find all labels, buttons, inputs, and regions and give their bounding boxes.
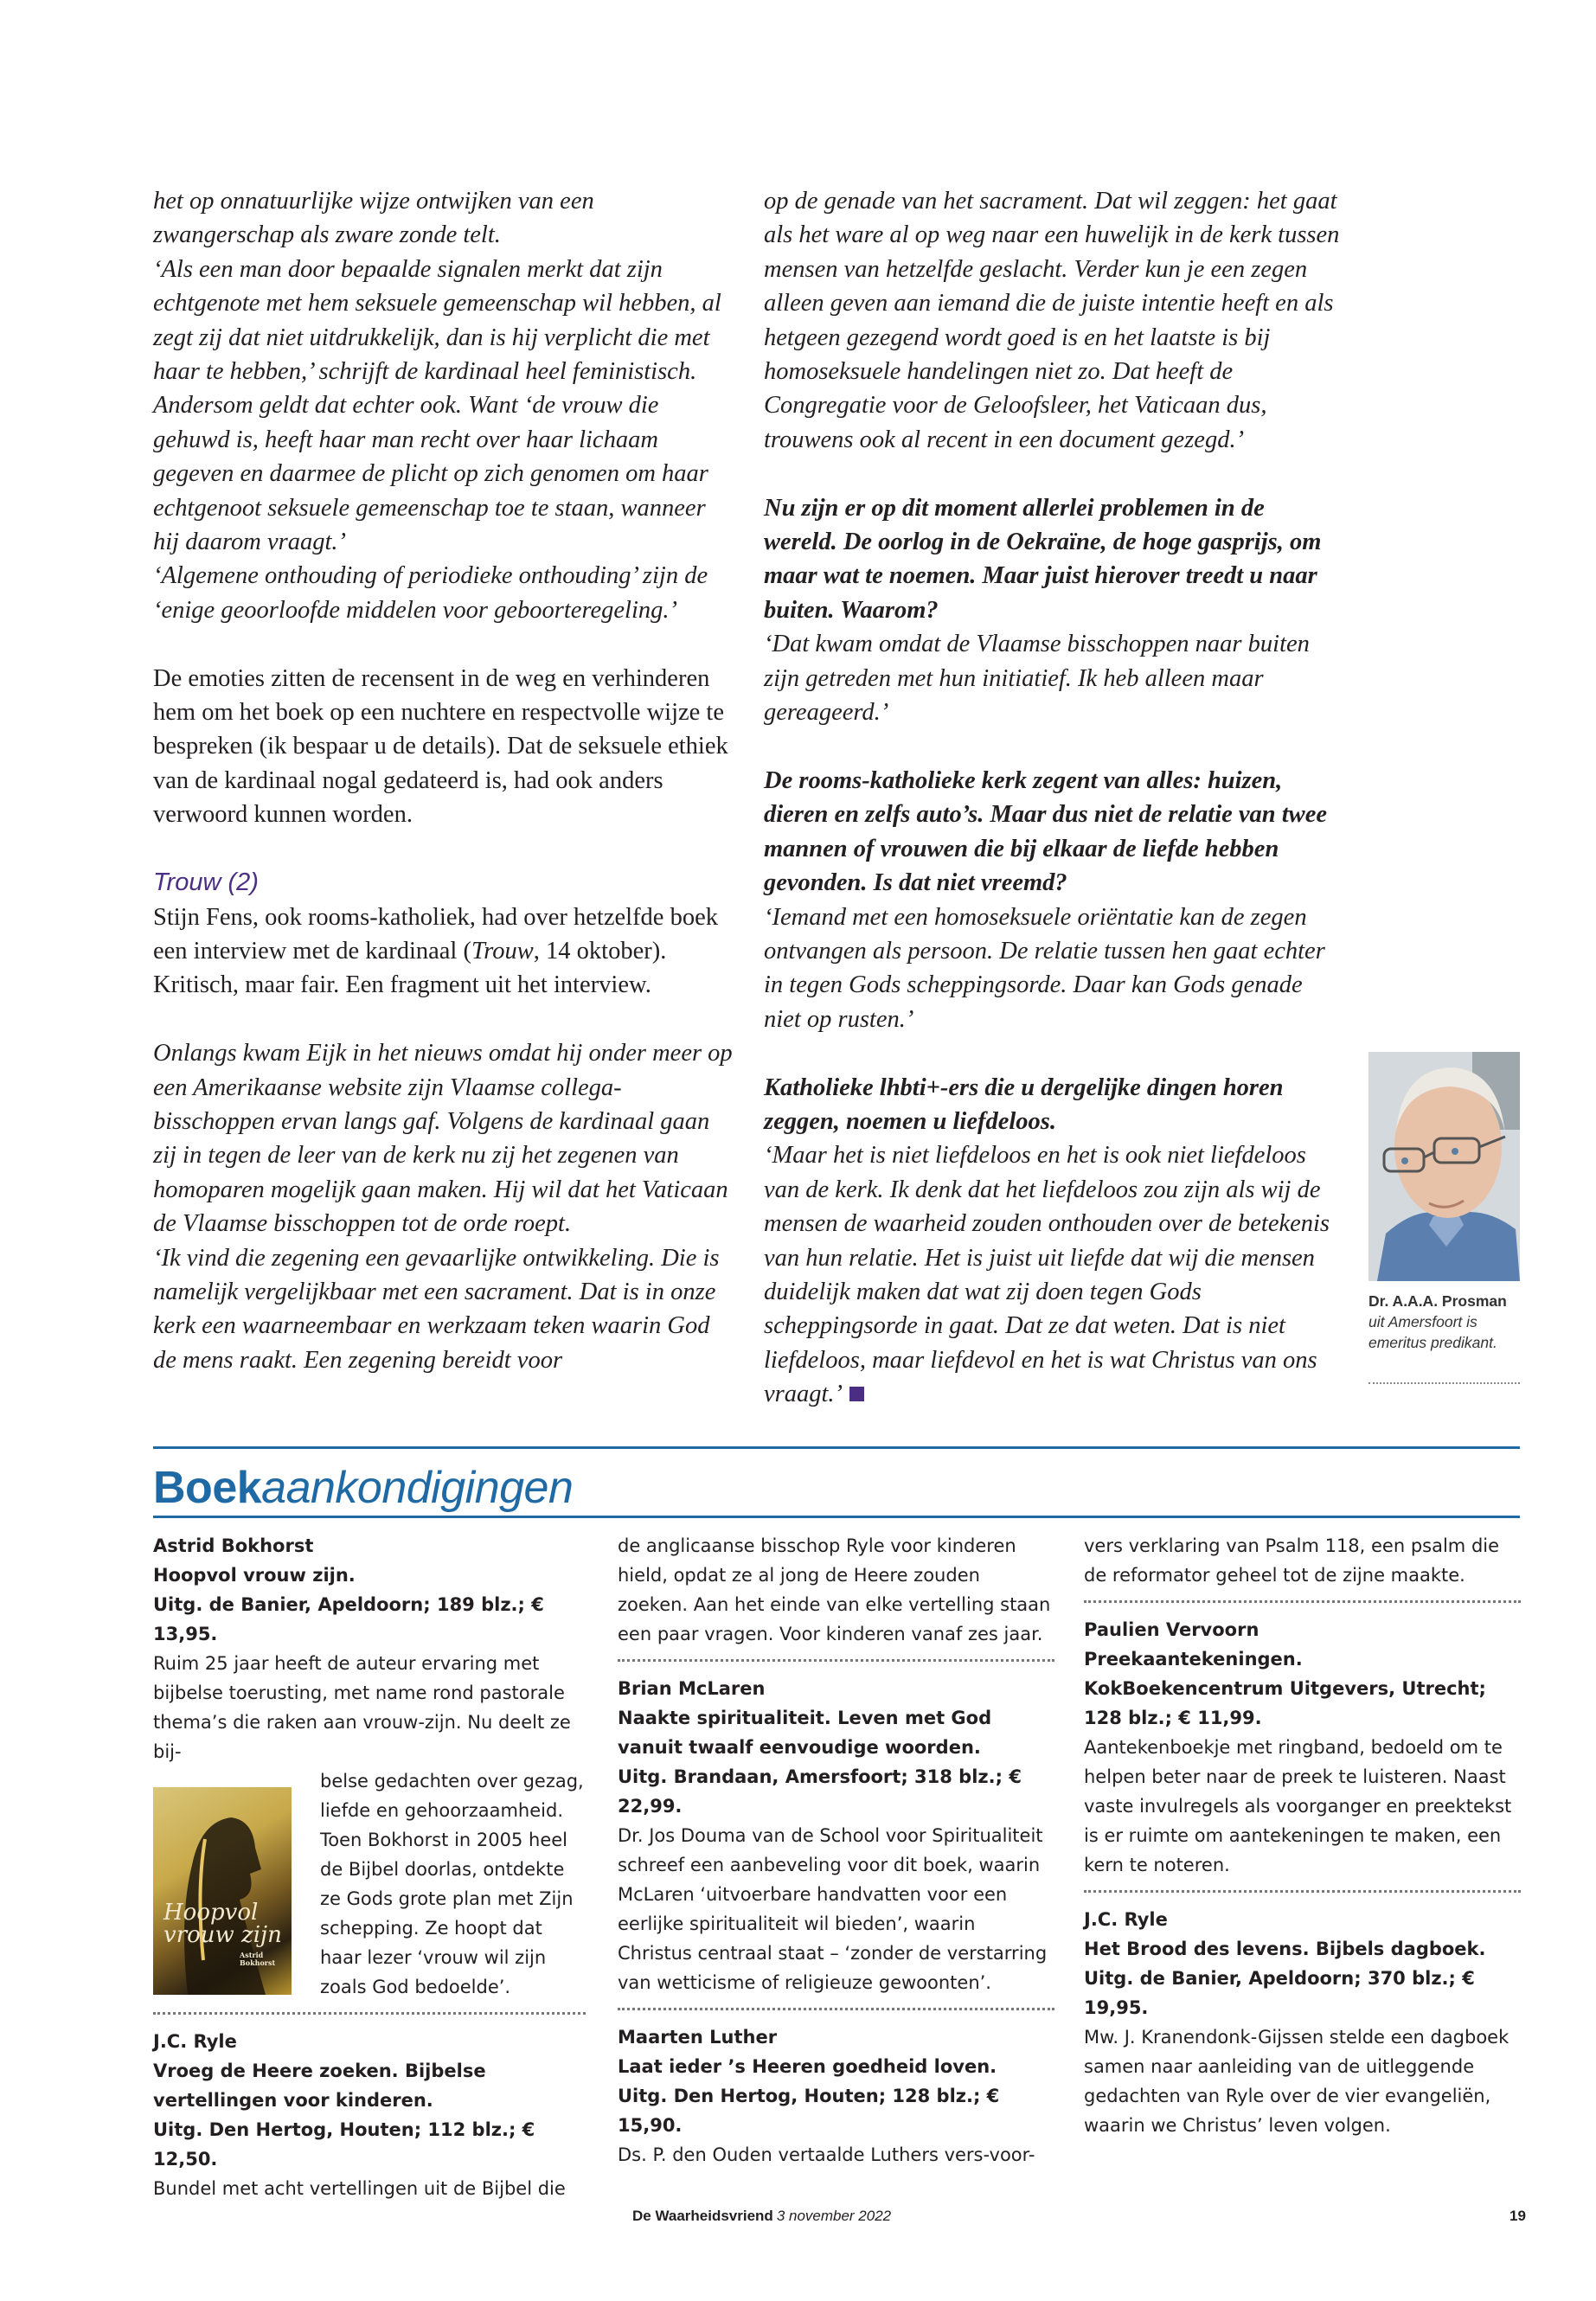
section-top-rule [153, 1446, 1520, 1449]
book-description: Ds. P. den Ouden vertaalde Luthers vers-voor- [618, 2144, 1035, 2165]
article-column-2 [764, 184, 1343, 1412]
page-footer [632, 2208, 891, 2225]
book-title: Vroeg de Heere zoeken. Bijbelse vertellingen voor kinderen. [153, 2061, 486, 2111]
interview-question: Katholieke lhbti+-ers die u dergelijke dingen horen zeggen, noemen u liefdeloos. [764, 1074, 1284, 1135]
book-announcement [153, 2027, 586, 2203]
article-subheading: Trouw (2) [153, 868, 259, 897]
book-announcement [618, 1674, 1054, 1997]
book-title: Naakte spiritualiteit. Leven met God vanuit twaalf eenvoudige woorden. [618, 1708, 992, 1758]
book-author: Paulien Vervoorn [1084, 1619, 1259, 1640]
book-publisher: KokBoekencentrum Uitgevers, Utrecht; [1084, 1678, 1486, 1699]
book-title: Het Brood des levens. Bijbels dagboek. [1084, 1939, 1486, 1959]
issue-date: 3 november 2022 [776, 2208, 892, 2224]
book-cover-image [153, 1787, 292, 1995]
dotted-divider [1084, 1890, 1521, 1893]
article-column-1 [153, 184, 733, 1377]
dotted-divider [618, 2008, 1054, 2010]
cover-title: Hoopvol vrouw zijn [163, 1900, 282, 1948]
interview-answer: ‘Dat kwam omdat de Vlaamse bisschoppen naar buiten zijn getreden met hun initiatief. Ik heb alleen maar gereageerd.’ [764, 631, 1310, 727]
book-description: de anglicaanse bisschop Ryle voor kinderen hield, opdat ze al jong de Heere zouden zoeken. Aan het einde van elke vertelling staan een paar vragen. Voor kinderen vanaf zes jaar. [618, 1535, 1051, 1644]
author-photo [1368, 1052, 1520, 1281]
end-of-article-square-icon [849, 1387, 864, 1401]
article-paragraph: Stijn Fens, ook rooms-katholiek, had over hetzelfde boek een interview met de kardinaal (Trouw, 14 oktober). Kritisch, maar fair. Een fragment uit het interview. [153, 903, 718, 999]
newspaper-name: Trouw [471, 937, 534, 965]
author-role: uit Amersfoort is emeritus predikant. [1368, 1313, 1497, 1351]
book-description: Dr. Jos Douma van de School voor Spiritualiteit schreef een aanbeveling voor dit boek, waarin McLaren ‘uitvoerbare handvatten voor een eerlijke spiritualiteit wil bieden’, waarin Christus centraal staat – ‘zonder de verstarring van wetticisme of religieuze gewoonten’. [618, 1825, 1048, 1993]
book-author: Brian McLaren [618, 1678, 766, 1699]
book-author: J.C. Ryle [153, 2031, 237, 2052]
interview-answer: ‘Maar het is niet liefdeloos en het is ook niet liefdeloos van de kerk. Ik denk dat het liefdeloos zou zijn als wij de mensen de waarheid zouden onthouden over de betekenis van hun relatie. Het is juist uit liefde dat wij die mensen duidelijk maken dat wat zij doen tegen Gods scheppingsorde in gaat. Dat ze dat weten. Dat is niet liefdeloos, maar liefdevol en het is wat Christus van ons vraagt.’ [764, 1142, 1330, 1408]
article-paragraph: het op onnatuurlijke wijze ontwijken van een zwangerschap als zware zonde telt. [153, 188, 594, 249]
book-description: vers verklaring van Psalm 118, een psalm die de reformator geheel tot de zijne maakte. [1084, 1535, 1500, 1586]
book-title: Preekaantekeningen. [1084, 1649, 1303, 1670]
interview-question: De rooms-katholieke kerk zegent van alles: huizen, dieren en zelfs auto’s. Maar dus niet de relatie van twee mannen of vrouwen die bij elkaar de liefde hebben gevonden. Is dat niet vreemd? [764, 766, 1327, 897]
announcements-column-2 [618, 1531, 1054, 2170]
publication-name: De Waarheidsvriend [632, 2208, 773, 2224]
book-announcement [1084, 1905, 1521, 2140]
page-number: 19 [1509, 2208, 1526, 2224]
caption-divider [1368, 1382, 1520, 1384]
book-title: Laat ieder ’s Heeren goedheid loven. [618, 2056, 997, 2077]
book-announcement [618, 2022, 1054, 2170]
article-quote: ‘Als een man door bepaalde signalen merkt dat zijn echtgenote met hem seksuele gemeenschap wil hebben, al zegt zij dat niet uitdrukkelijk, dan is hij verplicht die met haar te hebben,’ schrijft de kardinaal heel feministisch. Andersom geldt dat echter ook. Want ‘de vrouw die gehuwd is, heeft haar man recht over haar lichaam gegeven en daarmee de plicht op zich genomen om haar echtgenoot seksuele gemeenschap toe te staan, wanneer hij daarom vraagt.’ [153, 255, 721, 556]
interview-answer: ‘Ik vind die zegening een gevaarlijke ontwikkeling. Die is namelijk vergelijkbaar met een sacrament. Dat is in onze kerk een waarneembaar en werkzaam teken waarin God de mens raakt. Een zegening bereidt voor [153, 1244, 720, 1374]
section-title: Boekaankondigingen [153, 1463, 574, 1513]
dotted-divider [153, 2012, 586, 2015]
book-publisher: 128 blz.; € 11,99. [1084, 1708, 1262, 1728]
book-title: Hoopvol vrouw zijn. [153, 1565, 356, 1586]
book-author: Astrid Bokhorst [153, 1535, 314, 1556]
section-bottom-rule [153, 1516, 1520, 1518]
article-quote: ‘Algemene onthouding of periodieke onthouding’ zijn de ‘enige geoorloofde middelen voor geboorteregeling.’ [153, 562, 708, 624]
dotted-divider [1084, 1600, 1521, 1603]
book-author: J.C. Ryle [1084, 1909, 1168, 1930]
interview-question: Nu zijn er op dit moment allerlei problemen in de wereld. De oorlog in de Oekraïne, de hoge gasprijs, om maar wat te noemen. Maar juist hierover treedt u naar buiten. Waarom? [764, 494, 1322, 624]
book-publisher: Uitg. Brandaan, Amersfoort; 318 blz.; € 22,99. [618, 1766, 1022, 1817]
announcements-column-3 [1084, 1531, 1521, 2140]
book-description: Aantekenboekje met ringband, bedoeld om te helpen beter naar de preek te luisteren. Naast vaste invulregels als voorganger en preektekst is er ruimte om aantekeningen te maken, een kern te noteren. [1084, 1737, 1512, 1875]
book-description: Bundel met acht vertellingen uit de Bijbel die [153, 2178, 566, 2199]
cover-author: Astrid Bokhorst [240, 1951, 276, 1967]
portrait-illustration-icon [1368, 1052, 1520, 1281]
book-description: Mw. J. Kranendonk-Gijssen stelde een dagboek samen naar aanleiding van de uitleggende gedachten van Ryle over de vier evangeliën, waarin we Christus’ leven volgen. [1084, 2027, 1509, 2136]
book-publisher: Uitg. de Banier, Apeldoorn; 370 blz.; € 19,95. [1084, 1968, 1475, 2018]
book-author: Maarten Luther [618, 2027, 778, 2048]
interview-answer: ‘Iemand met een homoseksuele oriëntatie kan de zegen ontvangen als persoon. De relatie tussen hen gaat echter in tegen Gods scheppingsorde. Daar kan Gods genade niet op rusten.’ [764, 903, 1325, 1033]
article-paragraph: De emoties zitten de recensent in de weg en verhinderen hem om het boek op een nuchtere en respectvolle wijze te bespreken (ik bespaar u de details). Dat de seksuele ethiek van de kardinaal nogal gedateerd is, had ook anders verwoord kunnen worden. [153, 664, 728, 829]
interview-answer: op de genade van het sacrament. Dat wil zeggen: het gaat als het ware al op weg naar een huwelijk in de kerk tussen mensen van hetzelfde geslacht. Verder kun je een zegen alleen geven aan iemand die de juiste intentie heeft en als hetgeen gezegend wordt goed is en het laatste is bij homoseksuele handelingen niet zo. Dat heeft de Congregatie voor de Geloofsleer, het Vaticaan dus, trouwens ook al recent in een document gezegd.’ [764, 188, 1340, 453]
announcements-column-1 [153, 1531, 586, 2203]
book-publisher: Uitg. Den Hertog, Houten; 128 blz.; € 15,90. [618, 2086, 1000, 2136]
book-announcement [153, 1531, 586, 2002]
author-caption [1368, 1291, 1524, 1353]
book-publisher: Uitg. de Banier, Apeldoorn; 189 blz.; € 13,95. [153, 1594, 544, 1644]
book-description: Ruim 25 jaar heeft de auteur ervaring met bijbelse toerusting, met name rond pastorale thema’s die raken aan vrouw-zijn. Nu deelt ze bij- [153, 1653, 571, 1762]
author-name: Dr. A.A.A. Prosman [1368, 1292, 1507, 1310]
book-announcement [1084, 1615, 1521, 1880]
dotted-divider [618, 1659, 1054, 1662]
interview-intro: Onlangs kwam Eijk in het nieuws omdat hij onder meer op een Amerikaanse website zijn Vlaamse collega-bisschoppen ervan langs gaf. Volgens de kardinaal gaan zij in tegen de leer van de kerk nu zij het zegenen van homoparen mogelijk gaan maken. Hij wil dat het Vaticaan de Vlaamse bisschoppen tot de orde roept. [153, 1040, 733, 1238]
book-publisher: Uitg. Den Hertog, Houten; 112 blz.; € 12,50. [153, 2119, 535, 2170]
book-description: belse gedachten over gezag, liefde en gehoorzaamheid. Toen Bokhorst in 2005 heel de Bijbel doorlas, ontdekte ze Gods grote plan met Zijn schepping. Ze hoopt dat haar lezer ‘vrouw wil zijn zoals God bedoelde’. [320, 1771, 584, 1997]
